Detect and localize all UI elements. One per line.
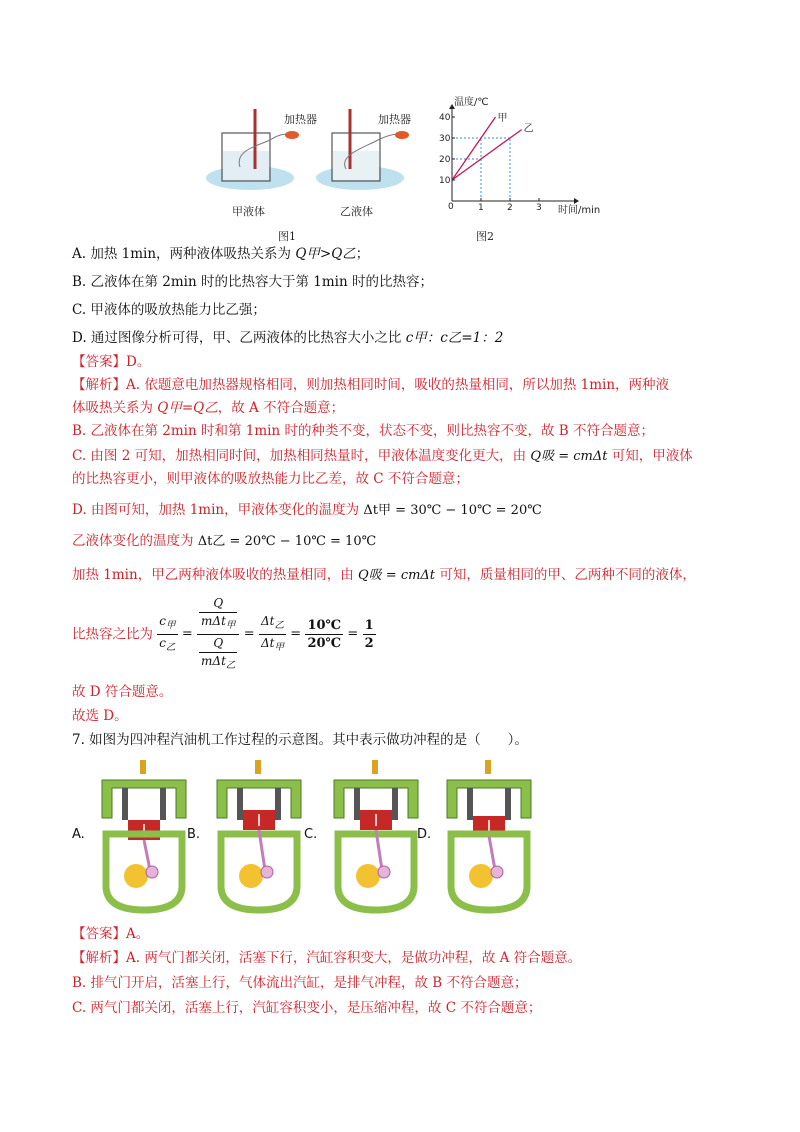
q7-question: 7. 如图为四冲程汽油机工作过程的示意图。其中表示做功冲程的是（ ）。 [72,732,528,748]
option-a-end: ； [355,246,370,262]
valve-left [237,788,243,820]
engine-option-label: B. [187,827,201,842]
liquid-a-label: 甲液体 [232,205,265,218]
q6-analysis-a-2 [72,398,344,418]
chart-series [452,117,522,180]
x-axis-arrow [574,198,579,204]
chart-axes [449,104,579,204]
analysis-d-3-end: 可知，质量相同的甲、乙两种不同的液体， [439,567,696,583]
figure-2-caption: 图2 [476,230,494,243]
analysis-a-2-end: ，故 A 不符合题意； [217,400,345,416]
liquid-b-label: 乙液体 [340,205,373,218]
x-tick-label: 2 [507,203,513,213]
q7-answer: 【答案】A。 [72,926,150,942]
liquid-b [333,151,379,180]
analysis-d-2-pre: 乙液体变化的温度为 [72,533,194,549]
y-tick-label: 40 [439,113,451,123]
y-axis-label: 温度/℃ [454,97,489,108]
option-a-text: A. 加热 1min，两种液体吸热关系为 [72,246,292,262]
ratio-label: 比热容之比为 [72,626,153,643]
liquid-a [223,151,269,180]
q6-conclusion-1: 故 D 符合题意。 [72,684,173,700]
figure-2 [430,95,610,245]
spark-plug-icon [372,760,378,774]
series-a-label: 甲 [497,113,508,124]
q6-analysis-c-1 [72,446,693,467]
x-axis-label: 时间/min [558,205,601,216]
analysis-c-1-expr: Q吸 = cmΔt [530,449,608,464]
flywheel-icon [124,864,148,888]
valve-right [160,788,166,820]
engine-figure [187,760,301,910]
flywheel-icon [239,864,263,888]
crank-icon [261,866,273,878]
heater-label-left: 加热器 [284,113,317,126]
q6-analysis-c-2: 的比热容更小，则甲液体的吸放热能力比乙差，故 C 不符合题意； [72,471,469,487]
spark-plug-icon [485,760,491,774]
analysis-c-1-end: 可知，甲液体 [611,448,693,464]
analysis-d-2-expr: Δt乙 = 20℃ − 10℃ = 10℃ [197,534,377,549]
spark-plug-icon [255,760,261,774]
figure-1-caption: 图1 [278,230,296,243]
spark-plug-icon [140,760,146,774]
series-b-line [452,130,522,180]
analysis-d-1-pre: D. 由图可知，加热 1min，甲液体变化的温度为 [72,502,360,518]
option-d-expr: c甲：c乙=1：2 [405,330,504,346]
q6-answer: 【答案】D。 [72,354,151,370]
crank-icon [146,866,158,878]
valve-right [505,788,511,820]
q6-analysis-a-1: 【解析】A. 依题意电加热器规格相同，则加热相同时间，吸收的热量相同，所以加热 1min，两种液 [72,377,670,393]
flywheel-icon [469,864,493,888]
valve-right [392,788,398,820]
analysis-d-3-pre: 加热 1min，甲乙两种液体吸收的热量相同，由 [72,567,354,583]
analysis-a-2-pre: 体吸热关系为 [72,400,153,416]
q6-analysis-d-1 [72,500,542,521]
engine-figure [417,760,531,910]
chart-guides [452,138,510,201]
ratio-result-fraction: $\frac{1}{2}$ [364,618,374,651]
four-stroke-engine-figures [72,758,552,918]
chart-origin: 0 [448,202,454,212]
engine-option-label: D. [417,827,432,842]
crank-icon [491,866,503,878]
valve-left [354,788,360,820]
engine-diagrams [72,758,552,918]
temperature-time-chart [430,95,610,225]
y-tick-label: 30 [439,134,451,144]
analysis-c-1-pre: C. 由图 2 可知，加热相同时间，加热相同热量时，甲液体温度变化更大，由 [72,448,527,464]
valve-left [467,788,473,820]
q6-ratio-line: 比热容之比为 $\frac{c_甲}{c_乙}$ = $\frac{\frac{Q}{m\Delta t_甲}}{\frac{Q}{m\Delta t_乙}}$ = $\frac{\Delta t_乙}{\Delta t_甲}$ = $\frac{10℃}{20℃}$ = $\frac{1}{2}$ [72,594,376,674]
ratio-complex-fraction: $\frac{\frac{Q}{m\Delta t_甲}}{\frac{Q}{m\Delta t_乙}}$ [197,595,239,674]
engine-option-label: C. [304,827,318,842]
y-tick-label: 10 [439,176,451,186]
q6-analysis-d-3 [72,565,696,586]
x-tick-label: 3 [536,203,542,213]
q7-analysis-a: 【解析】A. 两气门都关闭，活塞下行，汽缸容积变大，是做功冲程，故 A 符合题意。 [72,950,582,966]
option-c: C. 甲液体的吸放热能力比乙强； [72,302,266,318]
cylinder-wall [447,780,531,818]
cylinder-wall [102,780,186,818]
flywheel-icon [356,864,380,888]
q7-analysis-c: C. 两气门都关闭，活塞上行，汽缸容积变小，是压缩冲程，故 C 不符合题意； [72,1000,542,1016]
x-tick-label: 1 [478,203,484,213]
crank-icon [378,866,390,878]
analysis-d-3-expr: Q吸 = cmΔt [358,568,436,583]
q6-analysis-d-2 [72,531,376,552]
engine-figure [72,760,186,910]
engine-option-label: A. [72,827,85,842]
series-a-line [452,117,496,180]
q6-analysis-b: B. 乙液体在第 2min 时和第 1min 时的种类不变，状态不变，则比热容不变，故 B 不符合题意； [72,423,654,439]
option-b: B. 乙液体在第 2min 时的比热容大于第 1min 时的比热容； [72,274,433,290]
y-tick-label: 20 [439,155,451,165]
connecting-rod [144,840,150,870]
heater-left [285,131,299,139]
ratio-delta-fraction: $\frac{\Delta t_乙}{\Delta t_甲}$ [260,614,284,653]
valve-right [275,788,281,820]
ratio-c-fraction: $\frac{c_甲}{c_乙}$ [159,614,176,653]
option-a [72,244,369,264]
option-d [72,328,503,348]
valve-left [122,788,128,820]
heater-right [395,131,409,139]
q6-conclusion-2: 故选 D。 [72,708,128,724]
option-a-expr: Q甲>Q乙 [295,246,356,262]
connecting-rod [489,836,495,870]
series-b-label: 乙 [523,123,534,135]
option-d-text: D. 通过图像分析可得，甲、乙两液体的比热容大小之比 [72,330,402,346]
engine-figure [304,760,418,910]
analysis-a-2-expr: Q甲=Q乙 [157,400,218,416]
figure-1 [200,95,430,245]
analysis-d-1-expr: Δt甲 = 30℃ − 10℃ = 20℃ [363,503,542,518]
heater-label-right: 加热器 [378,113,411,126]
ratio-value-fraction: $\frac{10℃}{20℃}$ [307,618,342,651]
q7-analysis-b: B. 排气门开启，活塞上行，气体流出汽缸，是排气冲程，故 B 不符合题意； [72,975,528,991]
